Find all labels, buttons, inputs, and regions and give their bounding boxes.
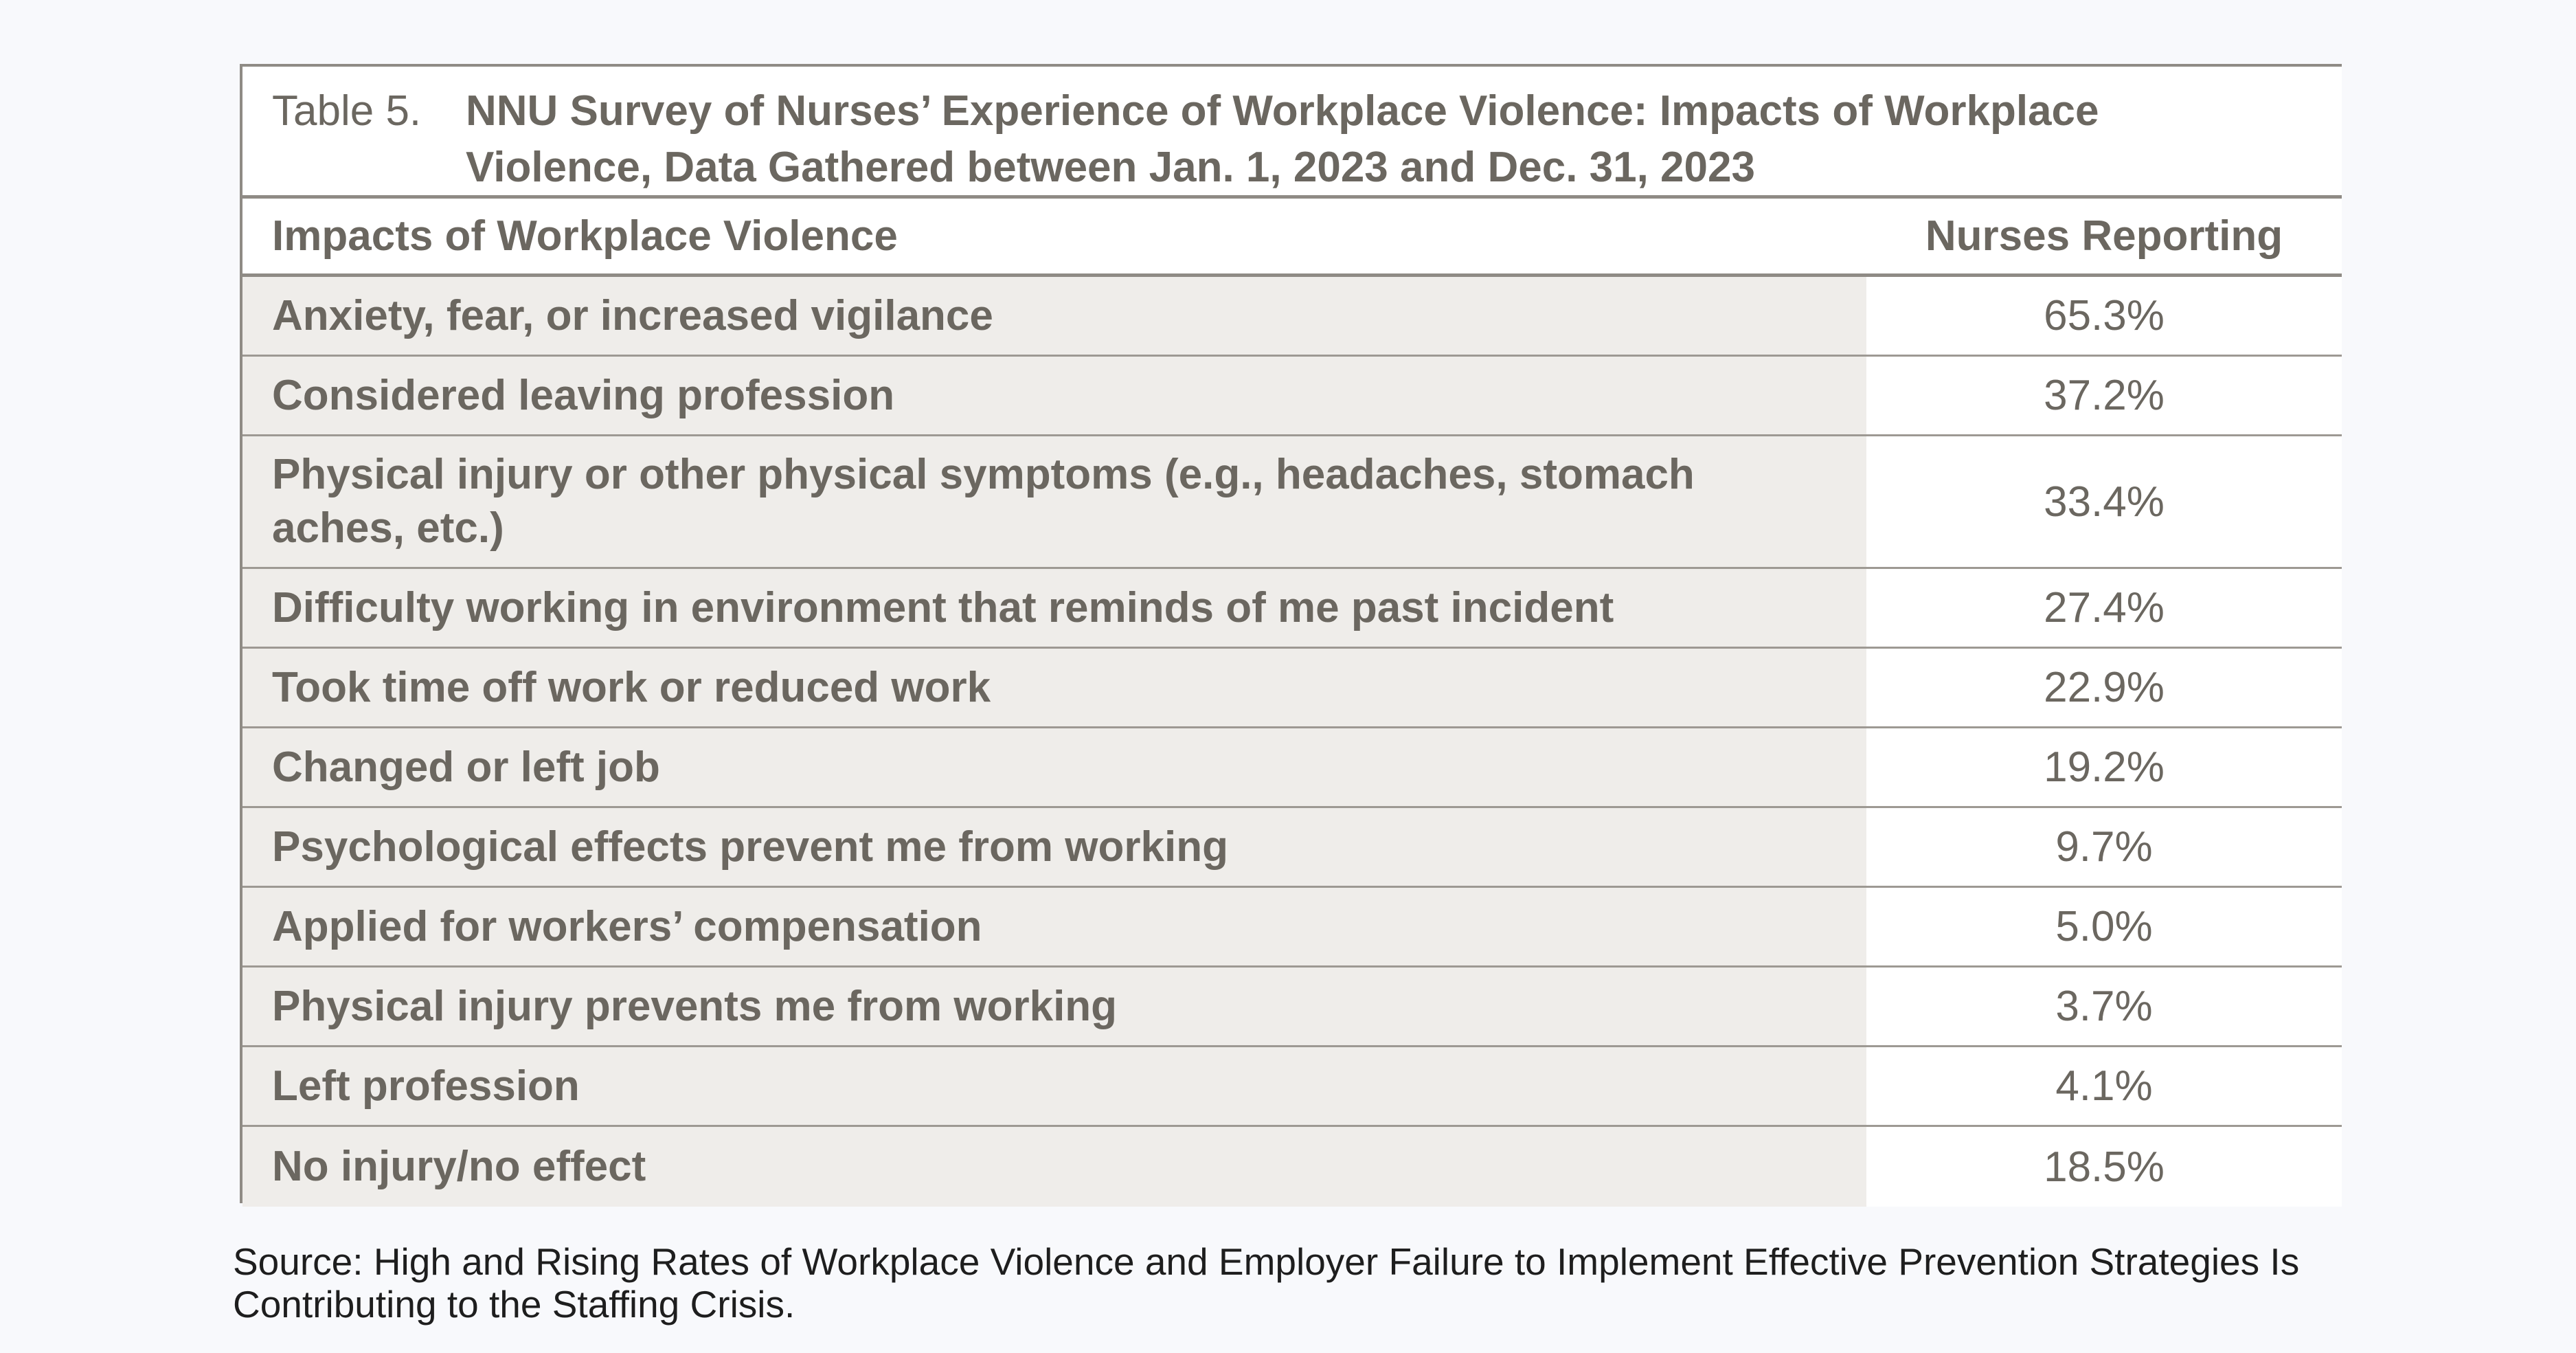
- row-value: 5.0%: [1866, 888, 2342, 965]
- row-value: 27.4%: [1866, 569, 2342, 647]
- row-value: 19.2%: [1866, 728, 2342, 806]
- table-row: [242, 1127, 2342, 1207]
- row-impact: Took time off work or reduced work: [242, 649, 1866, 726]
- row-impact: Difficulty working in environment that reminds of me past incident: [242, 569, 1866, 647]
- row-impact: Physical injury or other physical symptoms (e.g., headaches, stomach aches, etc.): [242, 436, 1866, 567]
- row-value: 33.4%: [1866, 436, 2342, 567]
- row-value: 22.9%: [1866, 649, 2342, 726]
- table-label: Table 5.: [272, 87, 422, 135]
- row-impact: Psychological effects prevent me from working: [242, 808, 1866, 886]
- row-value: 4.1%: [1866, 1047, 2342, 1125]
- impacts-table: [240, 64, 2342, 1203]
- table-row: [242, 569, 2342, 649]
- row-value: 18.5%: [1866, 1127, 2342, 1207]
- header-nurses-reporting: Nurses Reporting: [1925, 212, 2283, 260]
- table-row: [242, 277, 2342, 357]
- row-impact: Considered leaving profession: [242, 357, 1866, 434]
- row-impact: Changed or left job: [242, 728, 1866, 806]
- table-row: [242, 357, 2342, 436]
- table-title: NNU Survey of Nurses’ Experience of Workplace Violence: Impacts of Workplace Violence, Data Gathered between Jan. 1, 2023 and Dec. 31, 2023: [466, 87, 2099, 191]
- row-value: 37.2%: [1866, 357, 2342, 434]
- table-row: [242, 1047, 2342, 1127]
- table-row: [242, 728, 2342, 808]
- table-row: [242, 436, 2342, 569]
- row-value: 9.7%: [1866, 808, 2342, 886]
- row-value: 3.7%: [1866, 968, 2342, 1045]
- table-row: [242, 888, 2342, 968]
- row-impact: No injury/no effect: [242, 1127, 1866, 1207]
- header-impacts: Impacts of Workplace Violence: [272, 212, 898, 260]
- table-row: [242, 808, 2342, 888]
- row-value: 65.3%: [1866, 277, 2342, 355]
- source-note: Source: High and Rising Rates of Workplace Violence and Employer Failure to Implement Effective Prevention Strategies Is Contributing to the Staffing Crisis.: [233, 1240, 2300, 1326]
- row-impact: Anxiety, fear, or increased vigilance: [242, 277, 1866, 355]
- table-row: [242, 968, 2342, 1047]
- row-impact: Physical injury prevents me from working: [242, 968, 1866, 1045]
- table-header-row: [242, 199, 2342, 277]
- row-impact: Applied for workers’ compensation: [242, 888, 1866, 965]
- row-impact: Left profession: [242, 1047, 1866, 1125]
- table-caption: [242, 67, 2342, 199]
- table-row: [242, 649, 2342, 728]
